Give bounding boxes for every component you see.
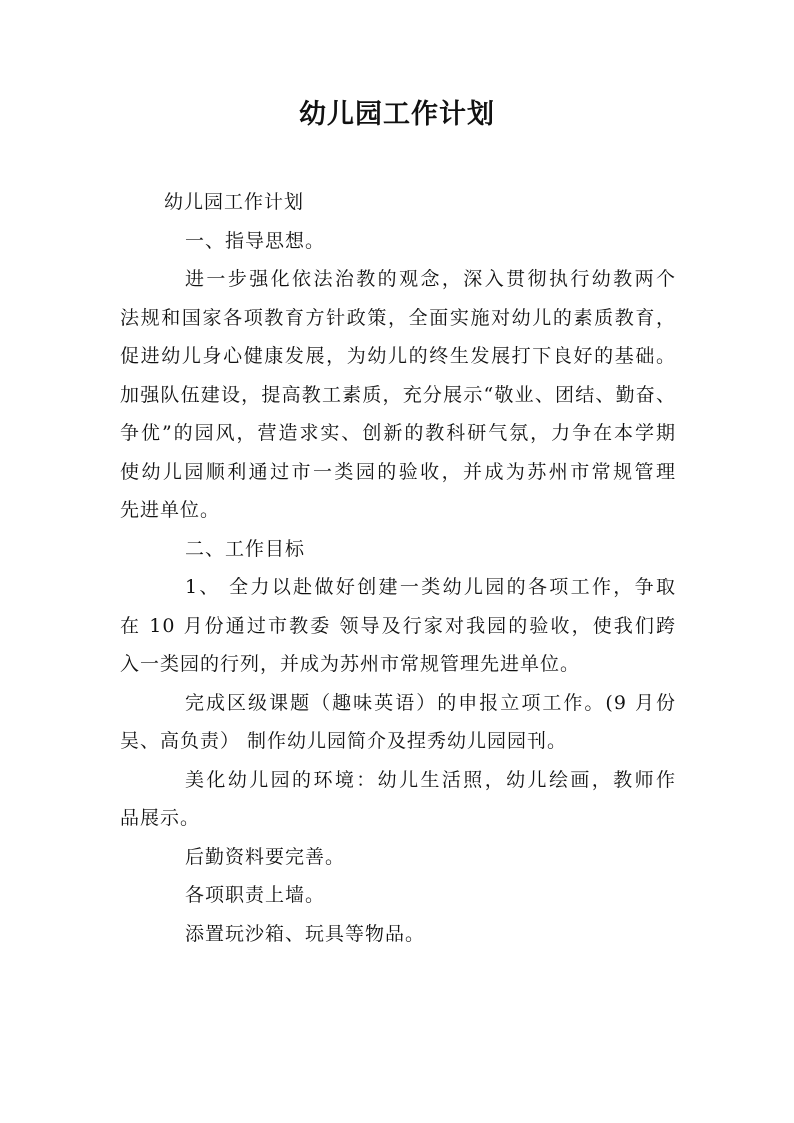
- section1-heading: 一、指导思想。: [185, 229, 326, 252]
- goal-item1-line: 1、 全力以赴做好创建一类幼儿园的各项工作，争取: [185, 576, 676, 598]
- document-subtitle: 幼儿园工作计划: [164, 191, 305, 213]
- goal-item2-line: 吴、高负责） 制作幼儿园简介及捏秀幼儿园园刊。: [120, 730, 568, 752]
- section1-para-line: 加强队伍建设，提高教工素质，充分展示“敬业、团结、勤奋、: [120, 383, 676, 406]
- goal-item1-line: 入一类园的行列，并成为苏州市常规管理先进单位。: [120, 653, 581, 675]
- section1-para-line: 争优”的园风，营造求实、创新的教科研气氛，力争在本学期: [120, 422, 676, 444]
- goal-item2-line: 完成区级课题（趣味英语）的申报立项工作。(9 月份: [185, 691, 676, 714]
- goal-item4: 后勤资料要完善。: [185, 845, 346, 868]
- goal-item5: 各项职责上墙。: [185, 884, 326, 906]
- goal-item6: 添置玩沙箱、玩具等物品。: [185, 922, 426, 945]
- document-title: 幼儿园工作计划: [299, 99, 495, 130]
- document-body: [120, 183, 676, 953]
- section1-para-line: 使幼儿园顺利通过市一类园的验收，并成为苏州市常规管理: [120, 460, 676, 483]
- goal-item1-line: 在 10 月份通过市教委 领导及行家对我园的验收，使我们跨: [120, 614, 676, 637]
- section2-heading: 二、工作目标: [185, 537, 306, 560]
- goal-item3-line: 品展示。: [120, 807, 201, 829]
- section1-para-line: 促进幼儿身心健康发展，为幼儿的终生发展打下良好的基础。: [120, 345, 676, 367]
- goal-item3-line: 美化幼儿园的环境：幼儿生活照，幼儿绘画，教师作: [185, 768, 676, 791]
- section1-para-line: 进一步强化依法治教的观念，深入贯彻执行幼教两个: [185, 268, 676, 290]
- section1-para-line: 先进单位。: [120, 499, 221, 521]
- section1-para-line: 法规和国家各项教育方针政策，全面实施对幼儿的素质教育，: [120, 306, 676, 329]
